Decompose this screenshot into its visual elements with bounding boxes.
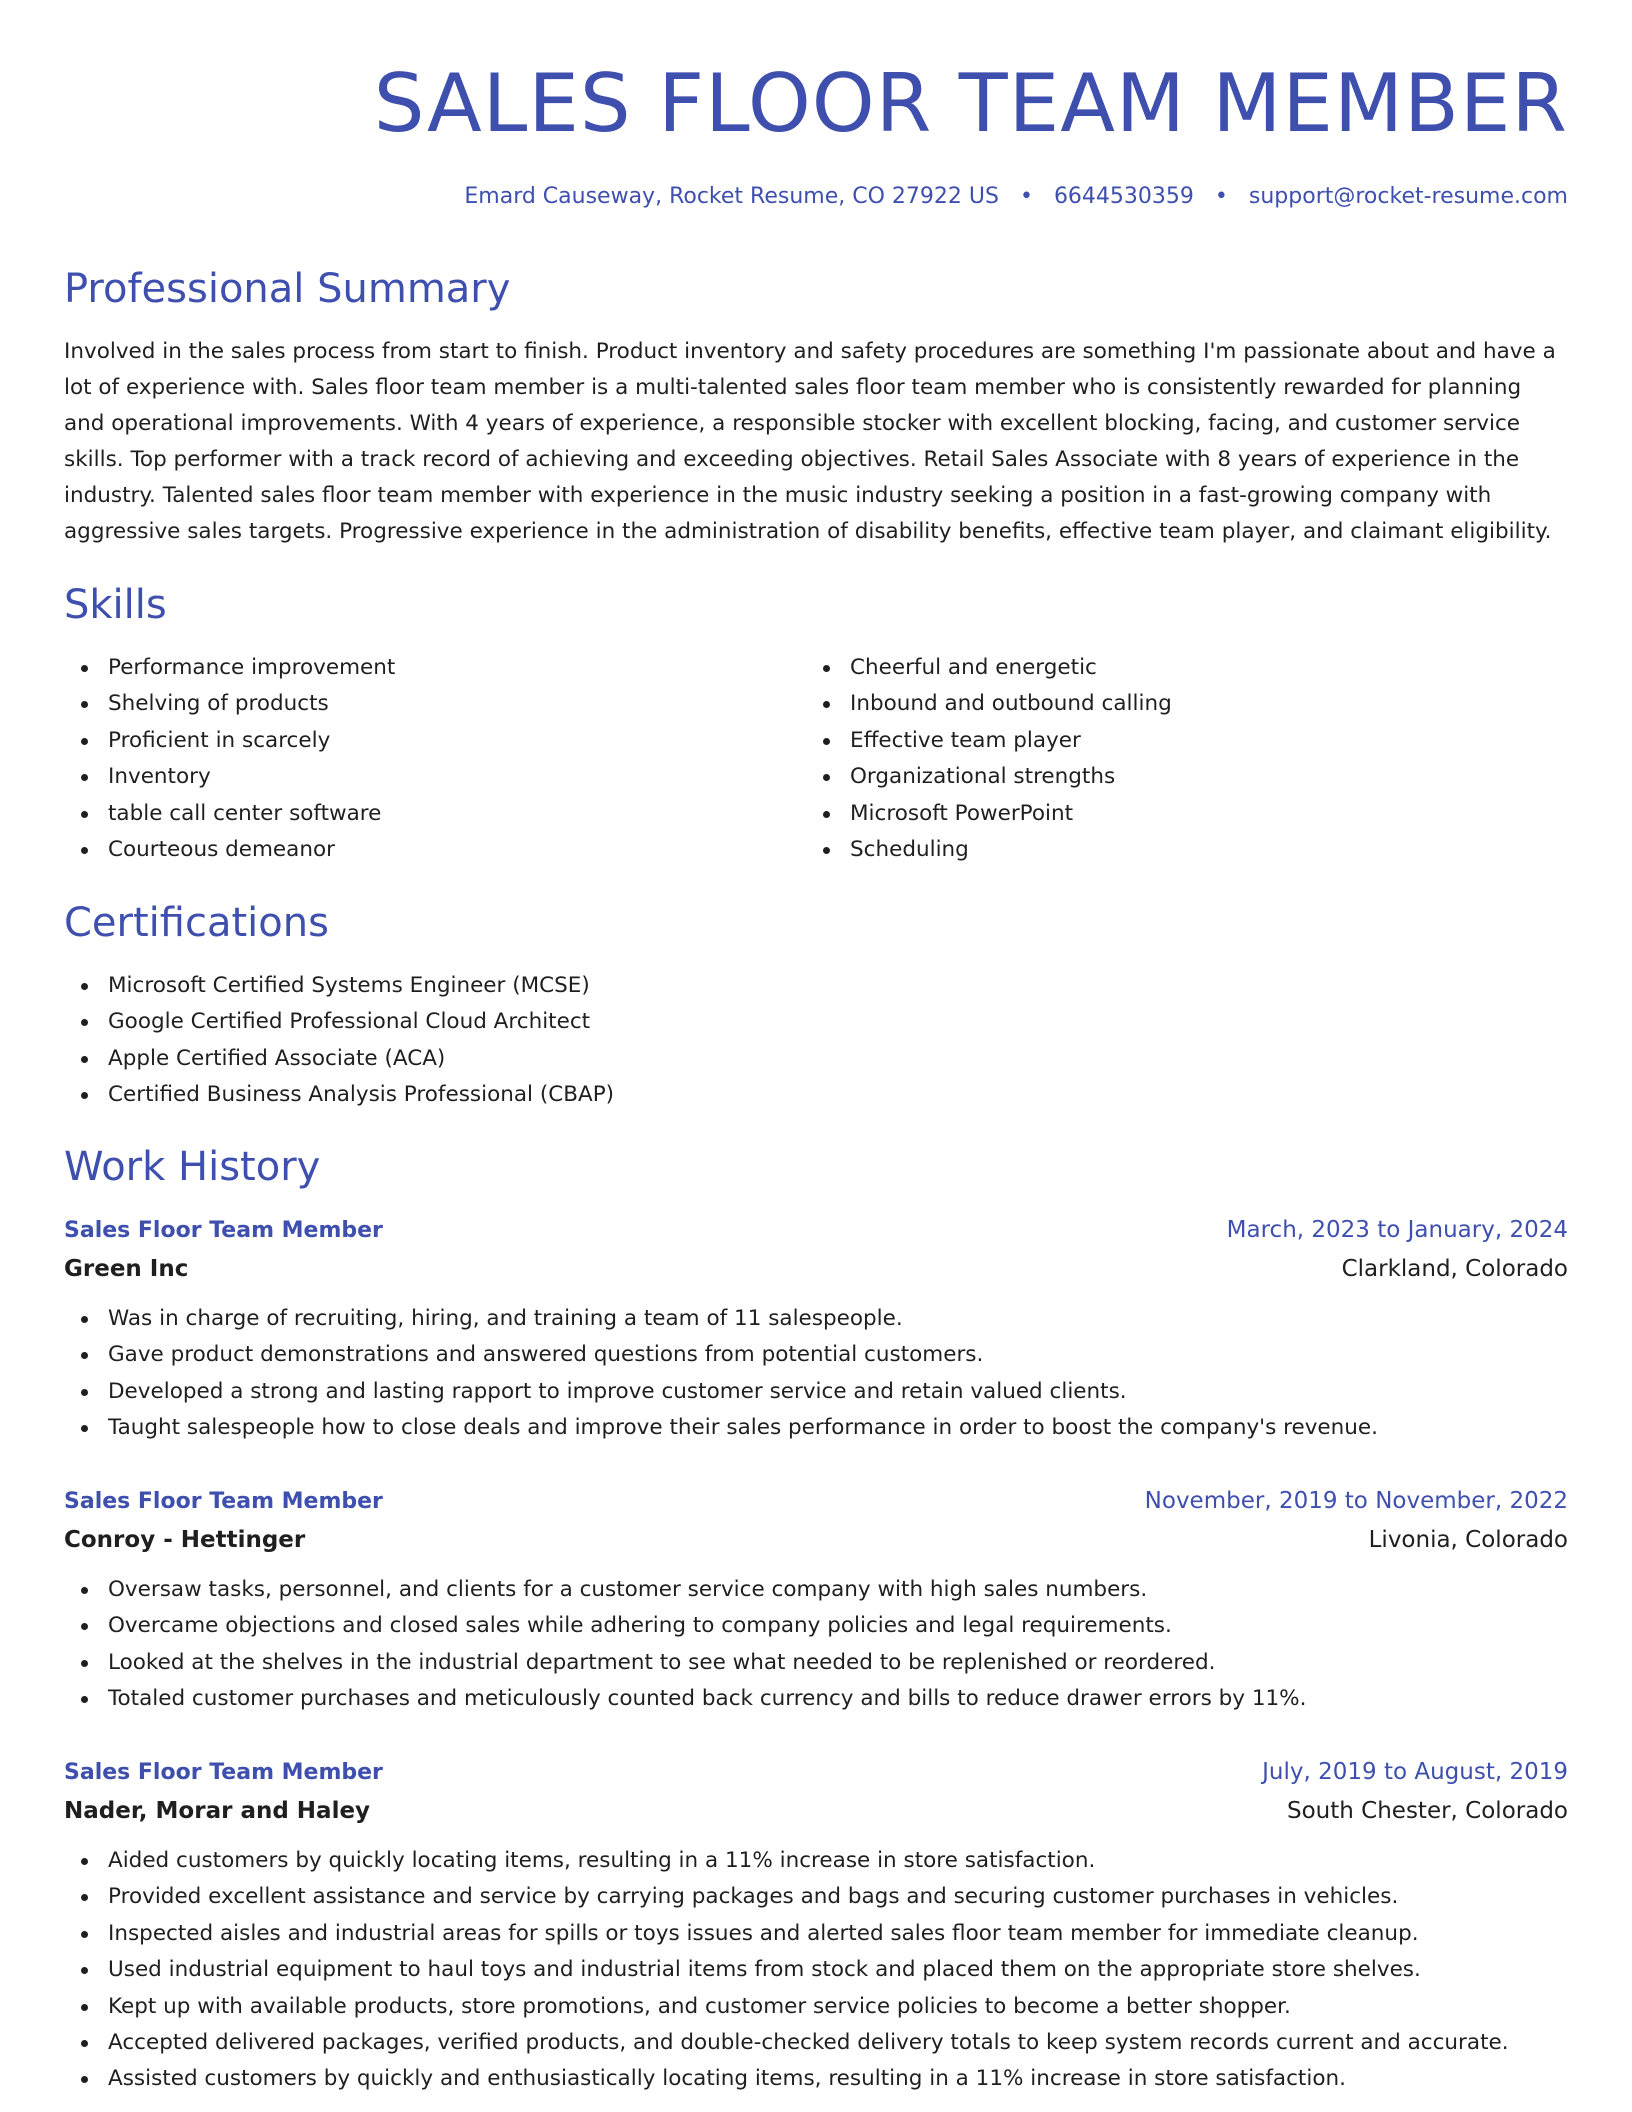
list-item: Microsoft PowerPoint <box>806 796 1548 832</box>
job-location: South Chester, Colorado <box>1287 1798 1568 1824</box>
job-title: Sales Floor Team Member <box>64 1218 383 1243</box>
company-name: Conroy - Hettinger <box>64 1527 306 1553</box>
list-item: Google Certified Professional Cloud Architect <box>64 1004 614 1040</box>
company-name: Green Inc <box>64 1256 189 1282</box>
list-item: Performance improvement <box>64 650 806 686</box>
work-history-heading: Work History <box>64 1144 321 1190</box>
list-item: Apple Certified Associate (ACA) <box>64 1041 614 1077</box>
summary-text: Involved in the sales process from start to finish. Product inventory and safety procedures are something I'm passionate about and have a lot of experience with. Sales floor team member is a multi-talented sales floor team member who is consistently rewarded for planning and operational improvements. With 4 years of experience, a responsible stocker with excellent blocking, facing, and customer service skills. Top performer with a track record of achieving and exceeding objectives. Retail Sales Associate with 8 years of experience in the industry. Talented sales floor team member with experience in the music industry seeking a position in a fast-growing company with aggressive sales targets. Progressive experience in the administration of disability benefits, effective team player, and claimant eligibility. <box>64 339 1556 544</box>
job-dates: November, 2019 to November, 2022 <box>1144 1488 1568 1514</box>
list-item: Cheerful and energetic <box>806 650 1548 686</box>
job-entry <box>64 1483 1568 1718</box>
list-item: Microsoft Certified Systems Engineer (MCSE) <box>64 968 614 1004</box>
skills-column-left <box>64 650 806 868</box>
list-item: Looked at the shelves in the industrial department to see what needed to be replenished or reordered. <box>64 1645 1568 1681</box>
list-item: Shelving of products <box>64 686 806 722</box>
job-header <box>64 1483 1568 1520</box>
job-subheader <box>64 1249 1568 1289</box>
job-bullets <box>64 1572 1568 1718</box>
job-title: Sales Floor Team Member <box>64 1489 383 1514</box>
job-header <box>64 1754 1568 1791</box>
job-entry <box>64 1754 1568 2098</box>
job-dates: July, 2019 to August, 2019 <box>1262 1759 1568 1785</box>
list-item: Taught salespeople how to close deals and improve their sales performance in order to boost the company's revenue. <box>64 1410 1568 1446</box>
list-item: Provided excellent assistance and service by carrying packages and bags and securing customer purchases in vehicles. <box>64 1879 1568 1915</box>
list-item: Effective team player <box>806 723 1548 759</box>
email-text: support@rocket-resume.com <box>1248 184 1568 209</box>
list-item: Was in charge of recruiting, hiring, and training a team of 11 salespeople. <box>64 1301 1568 1337</box>
list-item: table call center software <box>64 796 806 832</box>
phone-text: 6644530359 <box>1053 184 1194 209</box>
job-subheader <box>64 1520 1568 1560</box>
contact-separator: • <box>1019 184 1033 209</box>
skills-heading: Skills <box>64 582 167 628</box>
job-bullets <box>64 1301 1568 1447</box>
certifications-heading: Certifications <box>64 900 329 946</box>
list-item: Scheduling <box>806 832 1548 868</box>
list-item: Courteous demeanor <box>64 832 806 868</box>
job-subheader <box>64 1791 1568 1831</box>
job-title: Sales Floor Team Member <box>64 1760 383 1785</box>
list-item: Aided customers by quickly locating items, resulting in a 11% increase in store satisfaction. <box>64 1843 1568 1879</box>
list-item: Proficient in scarcely <box>64 723 806 759</box>
job-bullets <box>64 1843 1568 2098</box>
page-title: SALES FLOOR TEAM MEMBER <box>373 57 1568 150</box>
list-item: Inbound and outbound calling <box>806 686 1548 722</box>
job-dates: March, 2023 to January, 2024 <box>1226 1217 1568 1243</box>
summary-heading: Professional Summary <box>64 266 511 312</box>
address-text: Emard Causeway, Rocket Resume, CO 27922 US <box>464 184 999 209</box>
skills-list <box>64 650 1568 868</box>
job-location: Livonia, Colorado <box>1368 1527 1568 1553</box>
job-header <box>64 1212 1568 1249</box>
list-item: Overcame objections and closed sales while adhering to company policies and legal requirements. <box>64 1608 1568 1644</box>
list-item: Oversaw tasks, personnel, and clients for a customer service company with high sales numbers. <box>64 1572 1568 1608</box>
job-entry <box>64 1212 1568 1447</box>
skills-column-right <box>806 650 1548 868</box>
list-item: Kept up with available products, store promotions, and customer service policies to become a better shopper. <box>64 1989 1568 2025</box>
list-item: Developed a strong and lasting rapport to improve customer service and retain valued clients. <box>64 1374 1568 1410</box>
list-item: Inventory <box>64 759 806 795</box>
certifications-list <box>64 968 614 1114</box>
list-item: Gave product demonstrations and answered questions from potential customers. <box>64 1337 1568 1373</box>
contact-line <box>464 182 1568 212</box>
list-item: Inspected aisles and industrial areas for spills or toys issues and alerted sales floor team member for immediate cleanup. <box>64 1916 1568 1952</box>
list-item: Accepted delivered packages, verified products, and double-checked delivery totals to keep system records current and accurate. <box>64 2025 1568 2061</box>
list-item: Organizational strengths <box>806 759 1548 795</box>
list-item: Used industrial equipment to haul toys and industrial items from stock and placed them on the appropriate store shelves. <box>64 1952 1568 1988</box>
job-location: Clarkland, Colorado <box>1341 1256 1568 1282</box>
contact-separator: • <box>1214 184 1228 209</box>
list-item: Totaled customer purchases and meticulously counted back currency and bills to reduce drawer errors by 11%. <box>64 1681 1568 1717</box>
list-item: Assisted customers by quickly and enthusiastically locating items, resulting in a 11% increase in store satisfaction. <box>64 2061 1568 2097</box>
list-item: Certified Business Analysis Professional (CBAP) <box>64 1077 614 1113</box>
company-name: Nader, Morar and Haley <box>64 1798 371 1824</box>
